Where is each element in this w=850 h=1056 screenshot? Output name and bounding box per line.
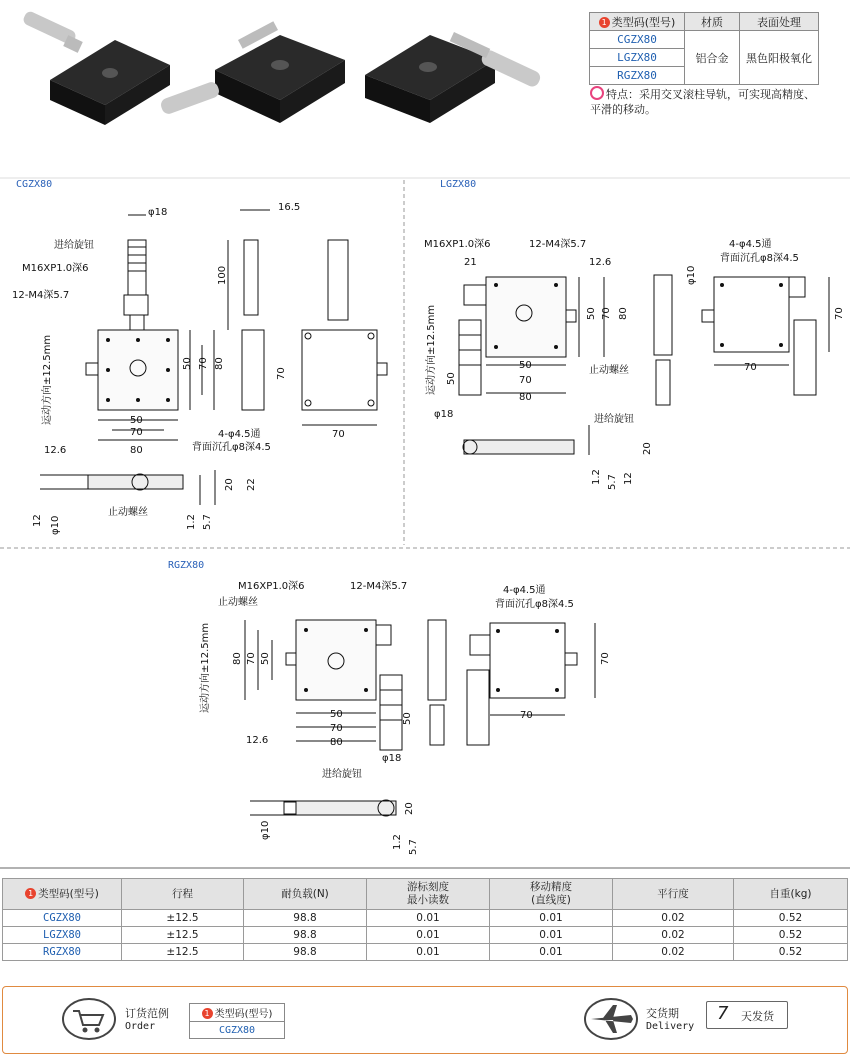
lgzx-phi18: φ18	[434, 409, 454, 420]
lgzx-dim-20: 20	[642, 442, 653, 455]
lgzx-m4: 12-M4深5.7	[529, 239, 587, 250]
cell-stroke: ±12.5	[122, 944, 244, 961]
cgzx-counterbore: 背面沉孔φ8深4.5	[192, 442, 271, 453]
cgzx-lock-screw: 止动螺丝	[108, 507, 148, 518]
lgzx-feed-knob: 进给旋钮	[594, 414, 634, 425]
rgzx-dim-1-2: 1.2	[392, 834, 403, 850]
col-weight: 自重(kg)	[734, 879, 848, 910]
cgzx-dim-80: 80	[130, 445, 143, 456]
rgzx-dim-5-7: 5.7	[408, 839, 419, 855]
cgzx-m4: 12-M4深5.7	[12, 290, 70, 301]
cgzx-m16: M16XP1.0深6	[22, 263, 89, 274]
col-model: 1 类型码(型号)	[3, 879, 122, 910]
cgzx-dim-20: 20	[224, 478, 235, 491]
delivery-suffix: 天发货	[741, 1010, 774, 1023]
order-title: 订货范例	[125, 1007, 169, 1020]
spec-material: 铝合金	[685, 31, 740, 85]
rgzx-dim-50-side: 50	[402, 712, 413, 725]
table-row	[3, 927, 848, 944]
rgzx-m4: 12-M4深5.7	[350, 581, 408, 592]
lgzx-dim-5-7: 5.7	[607, 474, 618, 490]
order-panel	[2, 986, 848, 1054]
cell-vernier: 0.01	[367, 910, 490, 927]
cgzx-phi10: φ10	[50, 515, 61, 535]
section-label-lgzx: LGZX80	[440, 179, 477, 190]
col-vernier: 游标刻度 最小读数	[367, 879, 490, 910]
lgzx-drawing	[404, 185, 850, 545]
cgzx-dim-12-6: 12.6	[44, 445, 67, 456]
rgzx-dim-50v: 50	[260, 652, 271, 665]
cell-weight: 0.52	[734, 910, 848, 927]
rgzx-motion-dir: 运动方向±12.5mm	[200, 622, 211, 713]
airplane-icon	[583, 997, 639, 1041]
cgzx-dim-100: 100	[217, 265, 228, 285]
cell-model: LGZX80	[3, 927, 122, 944]
rgzx-phi10: φ10	[260, 820, 271, 840]
rgzx-holes: 4-φ4.5通	[503, 585, 546, 596]
cell-load: 98.8	[244, 910, 367, 927]
lgzx-dim-70: 70	[519, 375, 532, 386]
rgzx-dim-70v: 70	[246, 652, 257, 665]
delivery-days: 7	[717, 1003, 729, 1024]
lgzx-dim-50: 50	[519, 360, 532, 371]
cgzx-dim-12: 12	[32, 514, 43, 527]
rgzx-lock-screw: 止动螺丝	[218, 597, 258, 608]
col-accuracy: 移动精度 (直线度)	[490, 879, 613, 910]
rgzx-dim-12-6: 12.6	[246, 735, 269, 746]
cgzx-drawing	[0, 185, 404, 545]
lgzx-dim-21: 21	[464, 257, 477, 268]
cell-load: 98.8	[244, 944, 367, 961]
cell-load: 98.8	[244, 927, 367, 944]
rgzx-counterbore: 背面沉孔φ8深4.5	[495, 599, 574, 610]
lgzx-dim-80: 80	[519, 392, 532, 403]
rgzx-m16: M16XP1.0深6	[238, 581, 305, 592]
spec-model-rgzx: RGZX80	[590, 67, 685, 85]
lgzx-phi10: φ10	[686, 265, 697, 285]
spec-surface: 黑色阳极氧化	[740, 31, 819, 85]
cell-weight: 0.52	[734, 927, 848, 944]
cell-weight: 0.52	[734, 944, 848, 961]
cgzx-dim-50v: 50	[182, 357, 193, 370]
rgzx-dim-70-right: 70	[520, 710, 533, 721]
cgzx-motion-dir: 运动方向±12.5mm	[42, 334, 53, 425]
delivery-title-en: Delivery	[646, 1021, 695, 1032]
cgzx-dim-80v: 80	[214, 357, 225, 370]
order-code-table	[189, 1003, 285, 1039]
rgzx-dim-70-rv: 70	[600, 652, 611, 665]
delivery-box	[706, 1001, 788, 1029]
section-label-cgzx: CGZX80	[16, 179, 53, 190]
lgzx-lock-screw: 止动螺丝	[589, 365, 629, 376]
spec-header-surface: 表面处理	[740, 13, 819, 31]
cell-parallelism: 0.02	[613, 927, 734, 944]
order-code-value: CGZX80	[190, 1022, 285, 1039]
cart-icon	[61, 997, 117, 1041]
rgzx-dim-50: 50	[330, 709, 343, 720]
order-title-en: Order	[125, 1021, 156, 1032]
lgzx-dim-70v: 70	[601, 307, 612, 320]
table-row	[3, 910, 848, 927]
cgzx-dim-70v: 70	[198, 357, 209, 370]
spec-model-cgzx: CGZX80	[590, 31, 685, 49]
cell-vernier: 0.01	[367, 944, 490, 961]
lgzx-m16: M16XP1.0深6	[424, 239, 491, 250]
rgzx-dim-70: 70	[330, 723, 343, 734]
cell-stroke: ±12.5	[122, 927, 244, 944]
cell-vernier: 0.01	[367, 927, 490, 944]
lgzx-dim-50-side: 50	[446, 372, 457, 385]
spec-detail-table	[2, 878, 848, 961]
col-load: 耐负载(N)	[244, 879, 367, 910]
cgzx-dim-50: 50	[130, 415, 143, 426]
rgzx-drawing	[0, 565, 850, 865]
cgzx-dim-70-right: 70	[332, 429, 345, 440]
lgzx-dim-80v: 80	[618, 307, 629, 320]
cgzx-dim-70-side: 70	[276, 367, 287, 380]
cgzx-phi18: φ18	[148, 207, 168, 218]
cell-model: RGZX80	[3, 944, 122, 961]
rgzx-dim-80v: 80	[232, 652, 243, 665]
rgzx-dim-80: 80	[330, 737, 343, 748]
cell-parallelism: 0.02	[613, 910, 734, 927]
cgzx-feed-knob: 进给旋钮	[54, 240, 94, 251]
cell-model: CGZX80	[3, 910, 122, 927]
lgzx-holes: 4-φ4.5通	[729, 239, 772, 250]
cell-accuracy: 0.01	[490, 927, 613, 944]
cell-accuracy: 0.01	[490, 910, 613, 927]
cgzx-dim-1-2: 1.2	[186, 514, 197, 530]
lgzx-dim-50v: 50	[586, 307, 597, 320]
spec-header-material: 材质	[685, 13, 740, 31]
lgzx-dim-70-rv: 70	[834, 307, 845, 320]
cgzx-dim-16-5: 16.5	[278, 202, 301, 213]
section-label-rgzx: RGZX80	[168, 560, 205, 571]
cell-parallelism: 0.02	[613, 944, 734, 961]
cgzx-dim-5-7: 5.7	[202, 514, 213, 530]
col-parallelism: 平行度	[613, 879, 734, 910]
table-row	[3, 944, 848, 961]
lgzx-counterbore: 背面沉孔φ8深4.5	[720, 253, 799, 264]
delivery-title: 交货期	[646, 1007, 679, 1020]
lgzx-dim-12-6: 12.6	[589, 257, 612, 268]
lgzx-dim-12: 12	[623, 472, 634, 485]
cell-accuracy: 0.01	[490, 944, 613, 961]
cell-stroke: ±12.5	[122, 910, 244, 927]
lgzx-motion-dir: 运动方向±12.5mm	[426, 304, 437, 395]
cgzx-holes: 4-φ4.5通	[218, 429, 261, 440]
cgzx-dim-70: 70	[130, 427, 143, 438]
spec-header-model: 1 类型码(型号)	[590, 13, 685, 31]
rgzx-phi18: φ18	[382, 753, 402, 764]
rgzx-dim-20: 20	[404, 802, 415, 815]
order-code-header: 1 类型码(型号)	[190, 1004, 285, 1022]
col-stroke: 行程	[122, 879, 244, 910]
spec-model-lgzx: LGZX80	[590, 49, 685, 67]
cgzx-dim-22: 22	[246, 478, 257, 491]
rgzx-feed-knob: 进给旋钮	[322, 769, 362, 780]
lgzx-dim-1-2: 1.2	[591, 469, 602, 485]
lgzx-dim-70-right: 70	[744, 362, 757, 373]
feature-note: 特点：采用交叉滚柱导轨，可实现高精度、平滑的移动。	[590, 88, 815, 116]
